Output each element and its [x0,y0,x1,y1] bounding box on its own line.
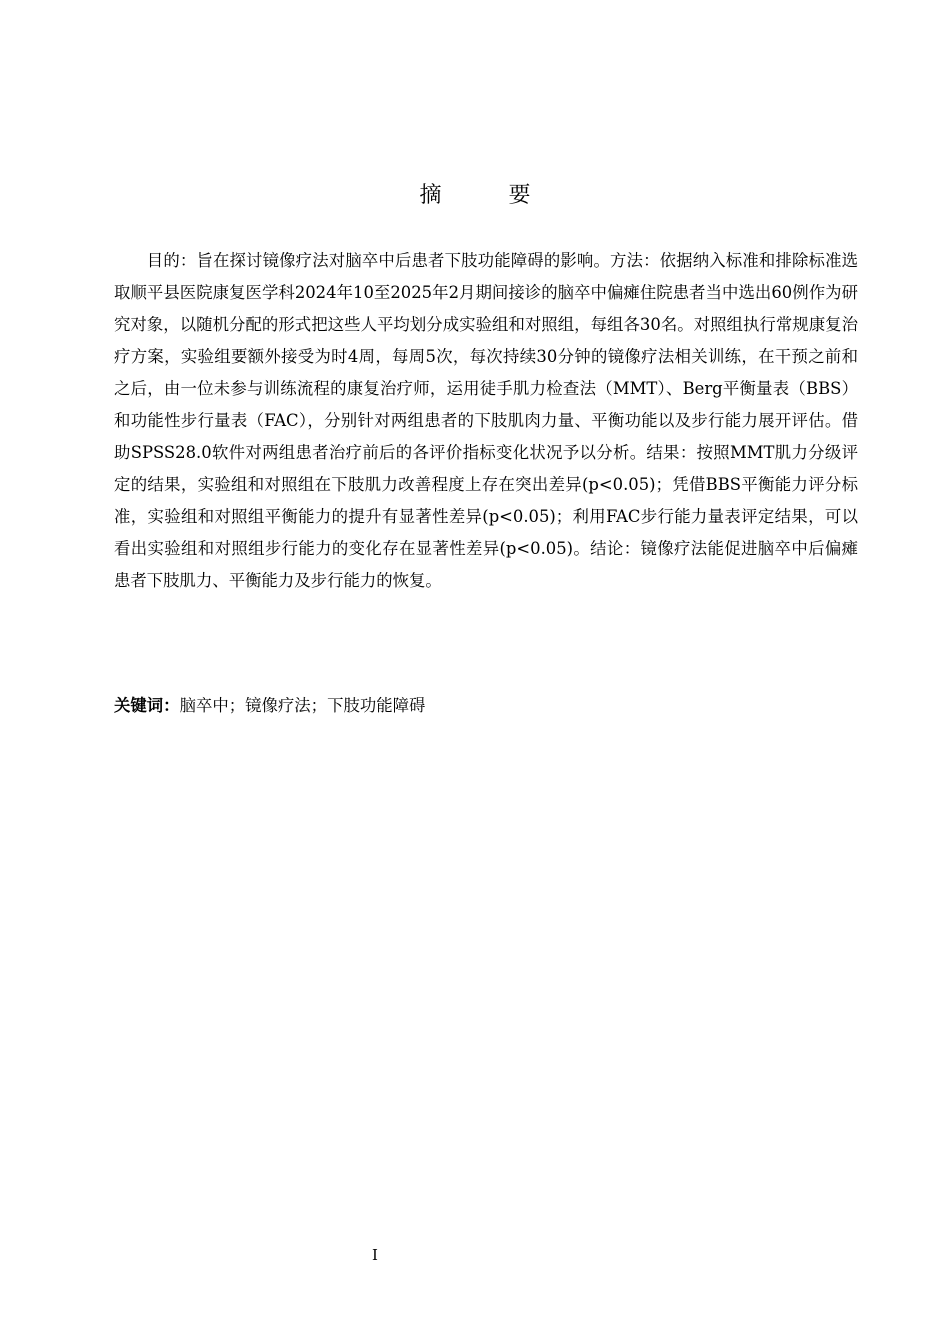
keywords-line [114,690,858,722]
abstract-paragraph: 目的：旨在探讨镜像疗法对脑卒中后患者下肢功能障碍的影响。方法：依据纳入标准和排除标准选取顺平县医院康复医学科2024年10至2025年2月期间接诊的脑卒中偏瘫住院患者当中选出60例作为研究对象，以随机分配的形式把这些人平均划分成实验组和对照组，每组各30名。对照组执行常规康复治疗方案，实验组要额外接受为时4周，每周5次，每次持续30分钟的镜像疗法相关训练，在干预之前和之后，由一位未参与训练流程的康复治疗师，运用徒手肌力检查法（MMT）、Berg平衡量表（BBS）和功能性步行量表（FAC），分别针对两组患者的下肢肌肉力量、平衡功能以及步行能力展开评估。借助SPSS28.0软件对两组患者治疗前后的各评价指标变化状况予以分析。结果：按照MMT肌力分级评定的结果，实验组和对照组在下肢肌力改善程度上存在突出差异(p<0.05)；凭借BBS平衡能力评分标准，实验组和对照组平衡能力的提升有显著性差异(p<0.05)；利用FAC步行能力量表评定结果，可以看出实验组和对照组步行能力的变化存在显著性差异(p<0.05)。结论：镜像疗法能促进脑卒中后偏瘫患者下肢肌力、平衡能力及步行能力的恢复。 [114,251,858,590]
keywords-value: 脑卒中；镜像疗法；下肢功能障碍 [179,696,426,715]
page-title: 摘 要 [419,183,561,208]
page-number: I [372,1246,378,1264]
keywords-label: 关键词： [114,696,180,715]
